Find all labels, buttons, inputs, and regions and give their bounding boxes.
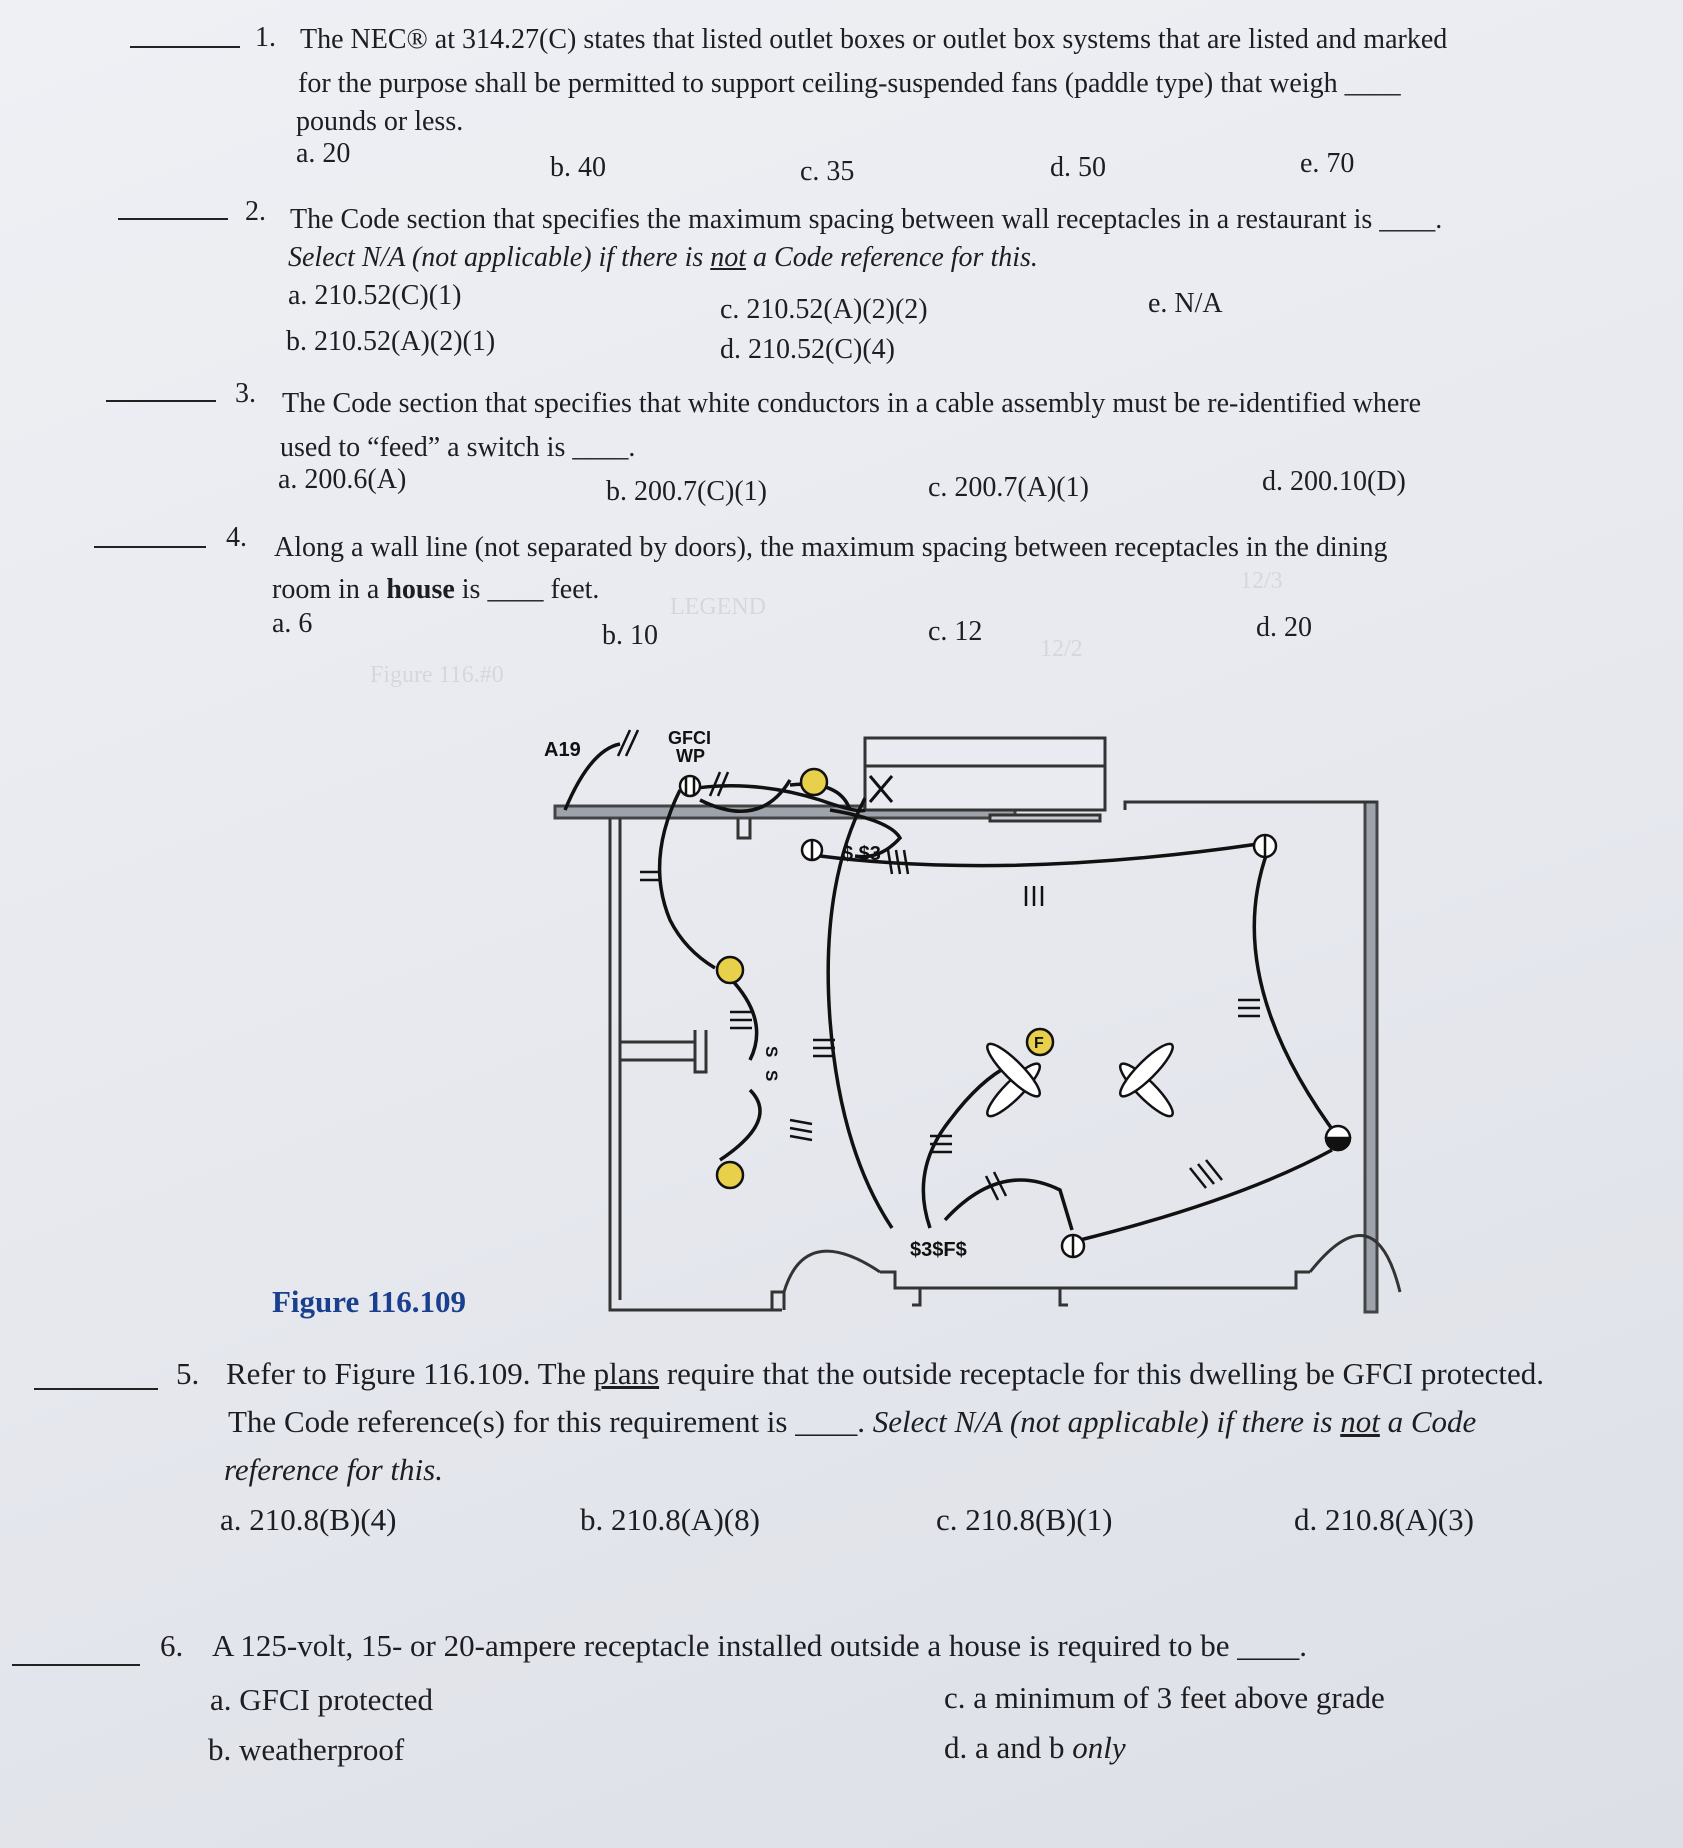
question-number: 1. xyxy=(255,22,276,53)
switch-label-top: $ $3 xyxy=(842,843,881,865)
question-stem-line: The NEC® at 314.27(C) states that listed outlet boxes or outlet box systems that are listed and marked xyxy=(300,24,1448,55)
split-receptacle-fill xyxy=(1326,1138,1350,1150)
bottom-wall-mid xyxy=(880,1272,1310,1288)
option-d[interactable]: d. 200.10(D) xyxy=(1262,466,1406,497)
question-number: 6. xyxy=(160,1628,184,1663)
bleed-through-figure: Figure 116.#0 xyxy=(370,662,504,688)
small-stub xyxy=(738,818,750,838)
option-d[interactable]: d. 210.8(A)(3) xyxy=(1294,1502,1474,1537)
gfci-label: GFCI xyxy=(668,728,711,748)
stem-italic-part: Select N/A (not applicable) if there is xyxy=(872,1404,1341,1439)
question-stem-line xyxy=(226,1350,1544,1398)
tick xyxy=(790,1128,812,1132)
porch-light-outlet xyxy=(801,769,827,795)
closet-stub xyxy=(695,1030,706,1072)
option-d[interactable]: d. 20 xyxy=(1256,612,1312,643)
floor-plan-figure xyxy=(520,720,1420,1320)
question-stem-line: The Code section that specifies that white conductors in a cable assembly must be re-identified where xyxy=(282,388,1422,419)
wire-right-to-bottom xyxy=(1080,1150,1332,1240)
option-c[interactable]: c. 35 xyxy=(800,156,855,187)
answer-blank-1[interactable] xyxy=(130,46,240,48)
stem-part: The Code reference(s) for this requirement is ____. xyxy=(228,1404,873,1439)
stem-emphasis: not xyxy=(1340,1404,1380,1439)
question-number: 3. xyxy=(235,378,256,409)
question-stem-line xyxy=(224,1446,443,1494)
option-d[interactable] xyxy=(944,1724,1126,1772)
ceiling-outlet-bottom xyxy=(717,1162,743,1188)
door-swing-left xyxy=(784,1251,880,1292)
receptacle-bottom xyxy=(1062,1235,1084,1257)
question-stem-line xyxy=(228,1398,1476,1446)
option-c[interactable]: c. 210.52(A)(2)(2) xyxy=(720,294,928,325)
switch-s1-label: S xyxy=(762,1046,781,1058)
option-a[interactable]: a. 200.6(A) xyxy=(278,464,407,495)
answer-blank-6[interactable] xyxy=(12,1664,140,1666)
question-number: 2. xyxy=(245,196,266,227)
wp-label: WP xyxy=(676,746,705,766)
option-e[interactable]: e. N/A xyxy=(1148,288,1223,319)
option-d[interactable]: d. 210.52(C)(4) xyxy=(720,334,895,365)
question-stem-line: Along a wall line (not separated by doors), the maximum spacing between receptacles in the dining xyxy=(274,532,1388,563)
porch-box xyxy=(865,738,1105,810)
porch-ledge xyxy=(990,815,1100,821)
stem-italic-part: a Code xyxy=(1379,1404,1477,1439)
stem-part: Refer to Figure 116.109. The xyxy=(226,1356,594,1391)
switch-label-bottom: $3$F$ xyxy=(910,1239,967,1261)
answer-blank-5[interactable] xyxy=(34,1388,158,1390)
option-a[interactable]: a. 6 xyxy=(272,608,313,639)
bottom-step-2 xyxy=(1060,1288,1068,1305)
switch-s2-label: S xyxy=(762,1070,781,1082)
question-stem-line: pounds or less. xyxy=(296,106,464,137)
wire-switch-to-outlet xyxy=(720,1090,760,1160)
option-b[interactable]: b. 10 xyxy=(602,620,658,651)
fan-label: F xyxy=(1034,1035,1044,1052)
wire-fan xyxy=(923,1065,1010,1228)
answer-blank-3[interactable] xyxy=(106,400,216,402)
option-d-emphasis: only xyxy=(1072,1730,1126,1765)
stem-emphasis: not xyxy=(710,242,747,273)
question-stem-line: used to “feed” a switch is ____. xyxy=(280,432,636,463)
question-stem-line xyxy=(288,240,1038,276)
option-b[interactable]: b. 40 xyxy=(550,152,606,183)
stem-part: is ____ feet. xyxy=(454,574,600,605)
wire-right-down xyxy=(1254,850,1340,1140)
option-b[interactable]: b. weatherproof xyxy=(208,1732,405,1767)
ceiling-outlet-left xyxy=(717,957,743,983)
split-receptacle xyxy=(1326,1126,1350,1150)
question-stem-line xyxy=(272,572,599,608)
stem-italic-part: a Code reference for this. xyxy=(746,242,1038,273)
option-c[interactable]: c. 210.8(B)(1) xyxy=(936,1502,1113,1537)
stem-bold-word: house xyxy=(386,574,455,605)
option-e[interactable]: e. 70 xyxy=(1300,148,1355,179)
question-number: 5. xyxy=(176,1356,200,1391)
option-b[interactable]: b. 210.8(A)(8) xyxy=(580,1502,760,1537)
stem-emphasis: plans xyxy=(593,1356,660,1391)
option-d[interactable]: d. 50 xyxy=(1050,152,1106,183)
gfci-receptacle-circle xyxy=(680,776,700,796)
bleed-through-122: 12/2 xyxy=(1040,636,1083,662)
ceiling-fan xyxy=(982,1029,1179,1122)
question-stem-line: for the purpose shall be permitted to support ceiling-suspended fans (paddle type) that weigh ____ xyxy=(298,68,1401,99)
option-a[interactable]: a. 210.8(B)(4) xyxy=(220,1502,397,1537)
upper-right-wall xyxy=(1125,802,1377,810)
receptacle-top xyxy=(802,840,822,860)
wire-fan-to-bottom xyxy=(945,1180,1072,1230)
option-a[interactable]: a. 20 xyxy=(296,138,351,169)
stem-part: room in a xyxy=(272,574,387,605)
bleed-through-legend: LEGEND xyxy=(670,594,766,620)
option-c[interactable]: c. 200.7(A)(1) xyxy=(928,472,1089,503)
question-stem-line: The Code section that specifies the maximum spacing between wall receptacles in a restaurant is ____. xyxy=(290,204,1443,235)
option-d-text: d. a and b xyxy=(944,1730,1073,1765)
bottom-wall-left xyxy=(772,1292,784,1310)
answer-blank-4[interactable] xyxy=(94,546,206,548)
tick xyxy=(790,1136,812,1140)
wire-top-across xyxy=(820,844,1258,866)
question-number: 4. xyxy=(226,522,247,553)
answer-blank-2[interactable] xyxy=(118,218,228,220)
stem-italic-part: Select N/A (not applicable) if there is xyxy=(288,242,711,273)
door-swing-right xyxy=(1310,1235,1400,1292)
bleed-through-123: 12/3 xyxy=(1240,568,1283,594)
question-stem-line: A 125-volt, 15- or 20-ampere receptacle installed outside a house is required to be ____. xyxy=(212,1628,1308,1663)
option-b[interactable]: b. 200.7(C)(1) xyxy=(606,476,767,507)
stem-part: require that the outside receptacle for this dwelling be GFCI protected. xyxy=(659,1356,1545,1391)
option-b[interactable]: b. 210.52(A)(2)(1) xyxy=(286,326,496,357)
tick xyxy=(790,1120,812,1124)
option-c[interactable]: c. 12 xyxy=(928,616,983,647)
receptacle-right xyxy=(1254,835,1276,857)
option-a[interactable]: a. GFCI protected xyxy=(210,1682,433,1717)
circuit-label: A19 xyxy=(544,739,581,761)
option-a[interactable]: a. 210.52(C)(1) xyxy=(288,280,462,311)
devices xyxy=(680,769,1350,1257)
gfci-receptacle xyxy=(680,776,700,796)
figure-caption: Figure 116.109 xyxy=(272,1284,467,1319)
option-c[interactable]: c. a minimum of 3 feet above grade xyxy=(944,1680,1385,1715)
bottom-step xyxy=(912,1288,920,1305)
stem-italic-part: reference for this. xyxy=(224,1452,443,1487)
